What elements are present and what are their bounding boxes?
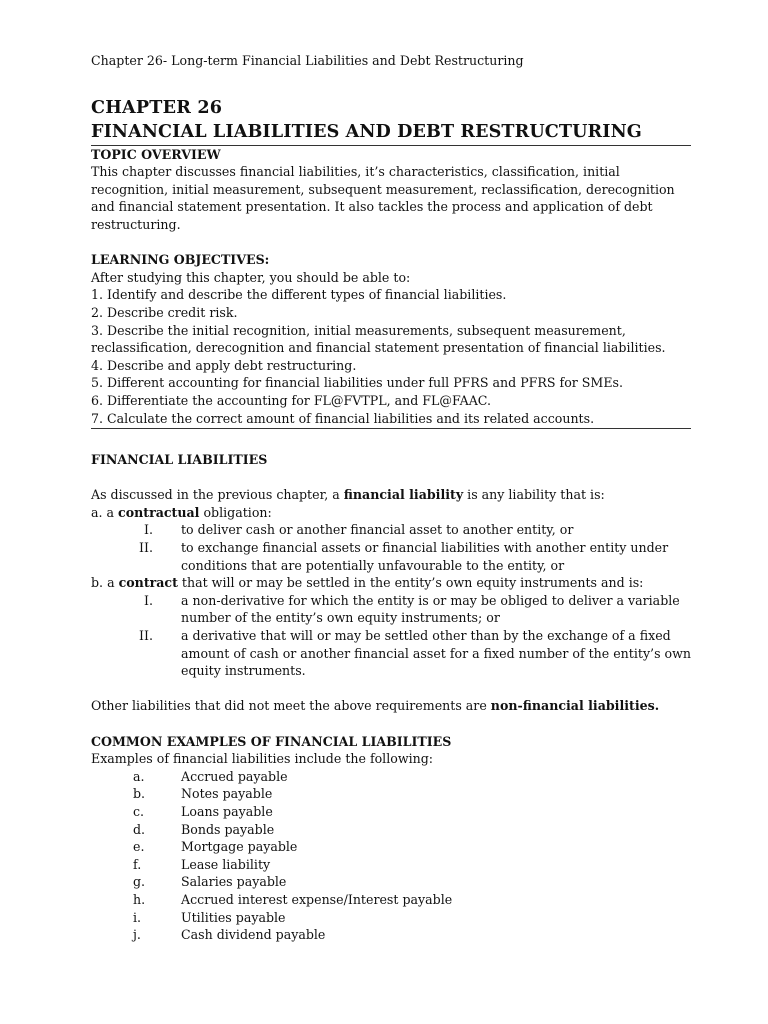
list-item: a. Accrued payable [133,768,288,784]
list-item: f. Lease liability [133,856,271,872]
clause-b-list [91,592,691,680]
learning-objectives-heading: LEARNING OBJECTIVES: [91,252,270,268]
chapter-number: CHAPTER 26 [91,96,223,118]
examples-list [91,768,691,944]
topic-overview-text: This chapter discusses financial liabilities, it’s characteristics, classification, initial recognition, initial measurement, subsequent measurement, reclassification, derecognition and financial statement presentation. It also tackles the process and application of debt restructuring. [91,164,675,232]
common-examples-section [91,733,691,944]
non-financial-note: Other liabilities that did not meet the above requirements are non-financial liabilities. [91,698,660,714]
clause-a: a. a contractual obligation: [91,504,272,520]
list-item: j. Cash dividend payable [133,927,326,943]
financial-liabilities-intro: As discussed in the previous chapter, a financial liability is any liability that is: [91,487,605,503]
financial-liabilities-heading: FINANCIAL LIABILITIES [91,452,268,468]
financial-liabilities-section [91,451,691,715]
objective-item: 1. Identify and describe the different types of financial liabilities. [91,287,507,303]
learning-objectives-intro: After studying this chapter, you should be able to: [91,269,411,285]
common-examples-intro: Examples of financial liabilities include the following: [91,751,434,767]
chapter-title: FINANCIAL LIABILITIES AND DEBT RESTRUCTURING [91,120,691,146]
learning-objectives-section [91,251,691,429]
objective-item: 7. Calculate the correct amount of financial liabilities and its related accounts. [91,410,595,426]
list-item: II. a derivative that will or may be settled other than by the exchange of a fixed amount of cash or another financial asset for a fixed number of the entity’s own equity instruments. [139,628,692,679]
objective-item: 2. Describe credit risk. [91,304,238,320]
document-page [91,52,691,944]
clause-a-list [91,521,691,574]
common-examples-heading: COMMON EXAMPLES OF FINANCIAL LIABILITIES [91,733,452,749]
list-item: h. Accrued interest expense/Interest payable [133,891,453,907]
list-item: c. Loans payable [133,803,273,819]
list-item: g. Salaries payable [133,874,287,890]
list-item: i. Utilities payable [133,909,286,925]
running-head: Chapter 26- Long-term Financial Liabilities and Debt Restructuring [91,53,524,68]
topic-overview-heading: TOPIC OVERVIEW [91,146,221,162]
list-item: I. a non-derivative for which the entity is or may be obliged to deliver a variable number of the entity’s own equity instruments; or [144,592,680,626]
list-item: e. Mortgage payable [133,839,298,855]
clause-b: b. a contract that will or may be settled in the entity’s own equity instruments and is: [91,575,644,591]
list-item: b. Notes payable [133,786,273,802]
list-item: II. to exchange financial assets or financial liabilities with another entity under conditions that are potentially unfavourable to the entity, or [139,540,669,573]
list-item: d. Bonds payable [133,821,275,837]
topic-overview-section [91,146,691,234]
objective-item: 5. Different accounting for financial liabilities under full PFRS and PFRS for SMEs. [91,375,623,391]
objective-item: 4. Describe and apply debt restructuring. [91,357,357,373]
list-item: I. to deliver cash or another financial asset to another entity, or [144,522,574,538]
objective-item: 3. Describe the initial recognition, initial measurements, subsequent measurement, reclassification, derecognition and financial statement presentation of financial liabilities. [91,322,666,356]
objective-item: 6. Differentiate the accounting for FL@FVTPL, and FL@FAAC. [91,392,491,408]
